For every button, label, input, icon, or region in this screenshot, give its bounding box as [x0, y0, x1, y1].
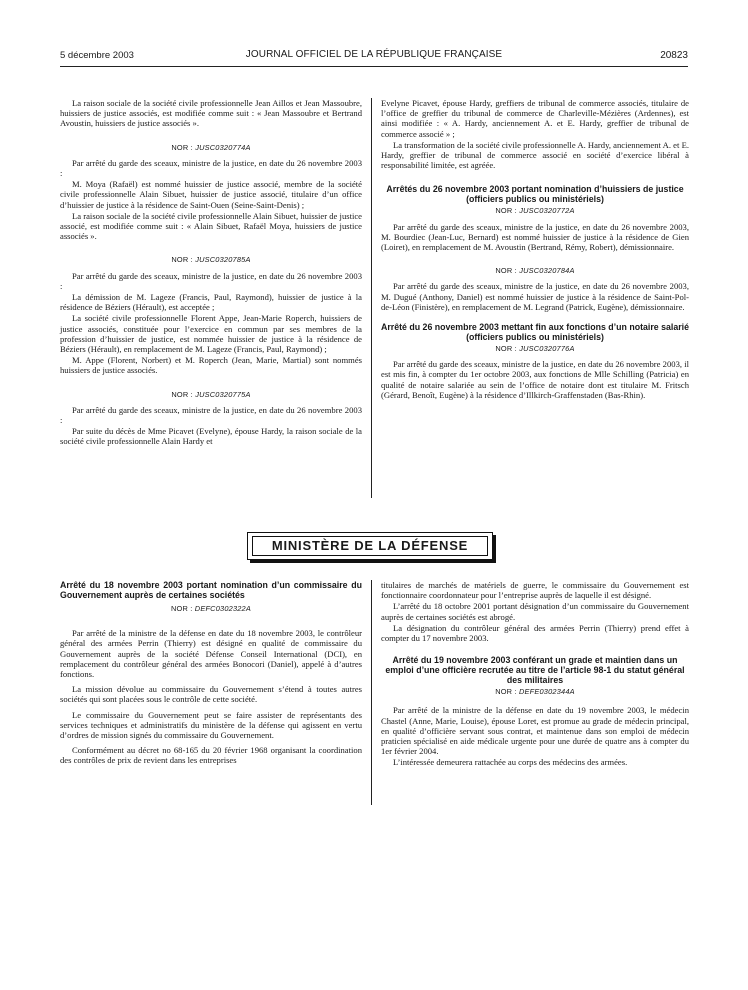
- paragraph: Le commissaire du Gouvernement peut se faire assister de représentants des services techniques et administratifs du ministère de la défense qui agissent en vertu d’ordres de mission signés du commissaire du Gouvernement.: [60, 709, 362, 741]
- paragraph: La désignation du contrôleur général des armées Perrin (Thierry) prend effet à compter du 17 novembre 2003.: [381, 622, 689, 644]
- paragraph: Par arrêté du garde des sceaux, ministre de la justice, en date du 26 novembre 2003 :: [60, 270, 362, 291]
- paragraph: Par arrêté du garde des sceaux, ministre de la justice, en date du 26 novembre 2003 :: [60, 157, 362, 179]
- nor-label: NOR :: [170, 604, 193, 613]
- paragraph: Par arrêté de la ministre de la défense en date du 19 novembre 2003, le médecin Chastel (Anne, Marie, Louise), épouse Loret, est promue au grade de médecin principal, en qualité d’officière servant sous contrat, et maintenue dans son emploi de médecin praticien spécialisé en aide médicale urgente pour une durée de quatre ans à compter du 1er février 2004.: [381, 705, 689, 757]
- paragraph: La démission de M. Lageze (Francis, Paul, Raymond), huissier de justice à la résidence de Béziers (Hérault), est acceptée ;: [60, 292, 362, 313]
- paragraph: Par arrêté du garde des sceaux, ministre de la justice, en date du 26 novembre 2003, M. Bourdiec (Jean-Luc, Bernard) est nommé huissier de justice à la résidence de Gien (Loiret), en remplacement de M. Avoustin (Bertrand, Rémy, Robert), démissionnaire.: [381, 221, 689, 253]
- nor-code: JUSC0320776A: [519, 344, 575, 354]
- paragraph: Par arrêté du garde des sceaux, ministre de la justice, en date du 26 novembre 2003, M. Dugué (Anthony, Daniel) est nommé huissier de justice à la résidence de Saint-Pol-de-Léon (Finistère), en remplacement de M. Legrand (Patrick, Eugène), démissionnaire.: [381, 281, 689, 312]
- paragraph: Par arrêté de la ministre de la défense en date du 18 novembre 2003, le contrôleur général des armées Perrin (Thierry) est désigné en qualité de commissaire du Gouvernement auprès de la société Défense Conseil International (DCI), en remplacement du contrôleur général des armées Bonocori (Daniel), appelé à d’autres fonctions.: [60, 628, 362, 680]
- nor-code: JUSC0320774A: [195, 142, 251, 152]
- paragraph: titulaires de marchés de matériels de guerre, le commissaire du Gouvernement est fonctionnaire coordonnateur pour l’entreprise auprès de laquelle il est désigné.: [381, 580, 689, 601]
- paragraph: Conformément au décret no 68-165 du 20 février 1968 organisant la coordination des contrôles de prix de revient dans les entreprises: [60, 745, 362, 766]
- nor-label: NOR :: [171, 142, 193, 152]
- column-divider: [371, 580, 372, 805]
- paragraph: La mission dévolue au commissaire du Gouvernement s’étend à toutes autres sociétés qui sont placées sous le contrôle de cette société.: [60, 684, 362, 705]
- paragraph: M. Appe (Florent, Norbert) et M. Roperch (Jean, Marie, Martial) sont nommés huissiers de justice associés.: [60, 355, 362, 376]
- paragraph: La société civile professionnelle Florent Appe, Jean-Marie Roperch, huissiers de justice associés, constituée pour l’exercice en commun par ses membres de la profession d’huissier de justice, est nommée huissier de justice à la résidence de Béziers (Hérault), en remplacement de M. Lageze (Francis, Paul, Raymond) ;: [60, 313, 362, 355]
- ministry-heading-box: [247, 532, 493, 560]
- defense-left-column: [60, 580, 362, 766]
- nor-reference: [381, 206, 689, 216]
- section-title: Arrêtés du 26 novembre 2003 portant nomination d’huissiers de justice (officiers publics ou ministériels): [386, 184, 684, 205]
- nor-code: JUSC0320785A: [195, 255, 251, 265]
- paragraph: La transformation de la société civile professionnelle A. Hardy, anciennement A. et E. Hardy, greffier de tribunal de commerce associé en société d’exercice libéral à responsabilité limitée, est agréée.: [381, 139, 689, 171]
- column-divider: [371, 98, 372, 498]
- nor-code: DEFC0302322A: [194, 604, 252, 613]
- page-number: 20823: [660, 50, 688, 61]
- nor-label: NOR :: [495, 266, 517, 276]
- paragraph: L’arrêté du 18 octobre 2001 portant désignation d’un commissaire du Gouvernement auprès de certaines sociétés est abrogé.: [381, 601, 689, 622]
- section-title: Arrêté du 18 novembre 2003 portant nomination d’un commissaire du Gouvernement auprès de certaines sociétés: [60, 580, 362, 600]
- nor-label: NOR :: [171, 389, 193, 399]
- nor-reference: [60, 143, 362, 153]
- nor-reference: [381, 687, 689, 697]
- ministry-heading: MINISTÈRE DE LA DÉFENSE: [252, 536, 488, 556]
- journal-title: JOURNAL OFFICIEL DE LA RÉPUBLIQUE FRANÇAISE: [245, 49, 503, 60]
- paragraph: Par arrêté du garde des sceaux, ministre de la justice, en date du 26 novembre 2003, il est mis fin, à compter du 1er octobre 2003, aux fonctions de Mlle Schilling (Patricia) en qualité de notaire salariée au sein de l’office de notaire dont est titulaire M. Fritsch (Gérard, Benoît, Eugène) à la résidence d’Illkirch-Graffenstaden (Bas-Rhin).: [381, 359, 689, 400]
- nor-reference: [60, 390, 362, 400]
- nor-code: JUSC0320775A: [195, 389, 251, 399]
- justice-right-column: [381, 98, 689, 400]
- nor-code: JUSC0320784A: [519, 266, 575, 276]
- nor-reference: [381, 344, 689, 354]
- nor-label: NOR :: [171, 255, 193, 265]
- paragraph: Evelyne Picavet, épouse Hardy, greffiers de tribunal de commerce associés, titulaire de l’office de greffier du tribunal de commerce de Charleville-Mézières (Ardennes), est ainsi modifiée : « A. Hardy, anciennement A. et E. Hardy, greffier de tribunal de commerce associé » ;: [381, 98, 689, 139]
- nor-reference: [60, 604, 362, 614]
- section-title: Arrêté du 19 novembre 2003 conférant un grade et maintien dans un emploi d’une officière recrutée au titre de l’article 98-1 du statut général des militaires: [385, 655, 685, 686]
- nor-label: NOR :: [495, 206, 517, 216]
- header-rule: [60, 66, 688, 67]
- nor-reference: [60, 255, 362, 265]
- publication-date: 5 décembre 2003: [60, 50, 134, 61]
- paragraph: Par suite du décès de Mme Picavet (Evelyne), épouse Hardy, la raison sociale de la société civile professionnelle Alain Hardy et: [60, 426, 362, 447]
- paragraph: La raison sociale de la société civile professionnelle Alain Sibuet, huissier de justice associé, est modifiée comme suit : « Alain Sibuet, Rafaël Moya, huissiers de justice associés ».: [60, 210, 362, 242]
- defense-right-column: [381, 580, 689, 768]
- justice-left-column: [60, 98, 362, 447]
- nor-reference: [381, 266, 689, 276]
- page-header: [60, 47, 688, 63]
- nor-label: NOR :: [495, 687, 517, 697]
- nor-code: DEFE0302344A: [518, 687, 575, 697]
- nor-label: NOR :: [495, 344, 517, 354]
- paragraph: La raison sociale de la société civile professionnelle Jean Aillos et Jean Massoubre, huissiers de justice associés, est modifiée comme suit : « Jean Massoubre et Bertrand Avoustin, huissiers de justice associés ».: [60, 98, 362, 129]
- paragraph: M. Moya (Rafaël) est nommé huissier de justice associé, membre de la société civile professionnelle Alain Sibuet, huissier de justice associé, titulaire d’un office d’huissier de justice à la résidence de Saint-Ouen (Seine-Saint-Denis) ;: [60, 179, 362, 210]
- paragraph: L’intéressée demeurera rattachée au corps des médecins des armées.: [393, 757, 628, 768]
- nor-code: JUSC0320772A: [519, 206, 575, 216]
- section-title: Arrêté du 26 novembre 2003 mettant fin aux fonctions d’un notaire salarié (officiers publics ou ministériels): [381, 322, 689, 343]
- paragraph: Par arrêté du garde des sceaux, ministre de la justice, en date du 26 novembre 2003 :: [60, 404, 362, 426]
